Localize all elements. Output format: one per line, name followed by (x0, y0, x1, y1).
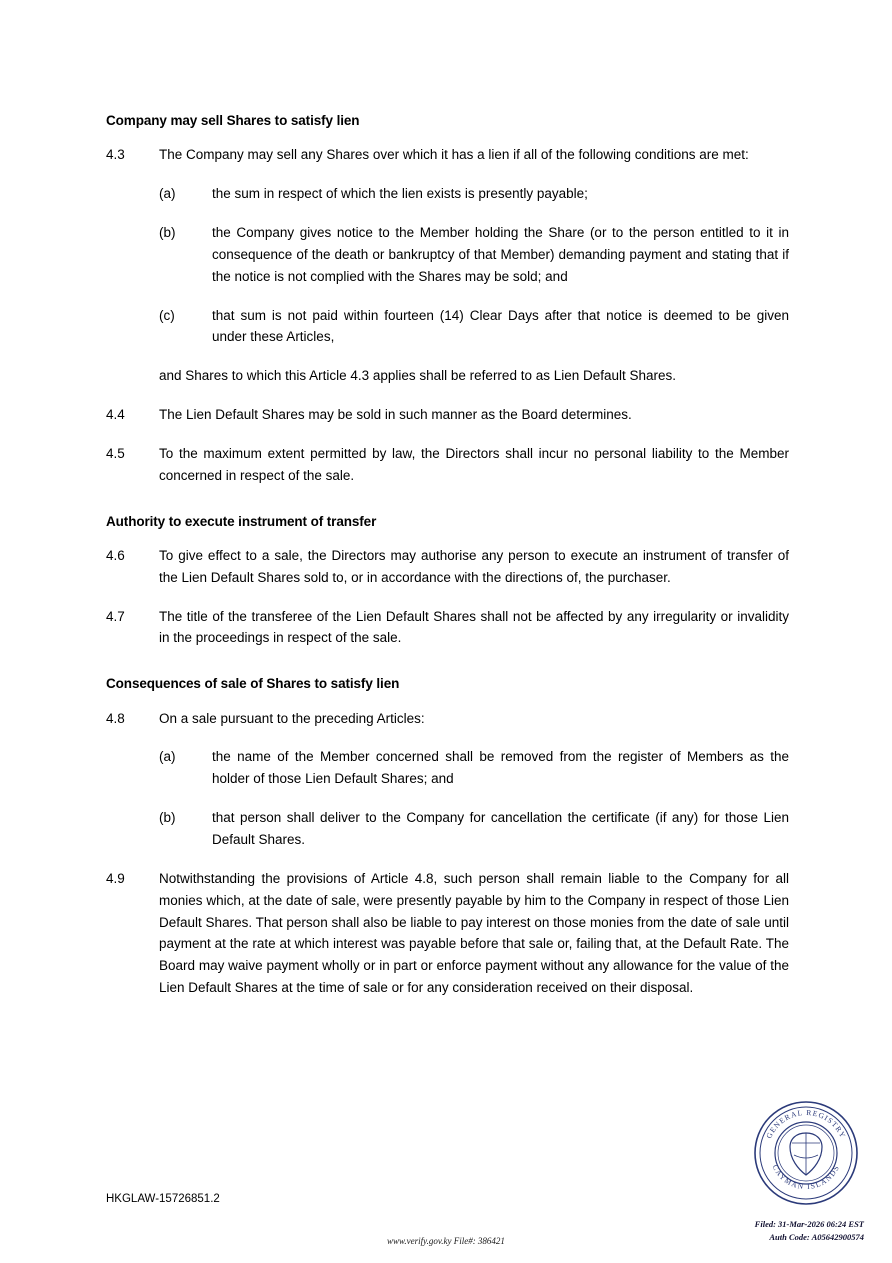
clause-text: The Company may sell any Shares over which it has a lien if all of the following conditions are met: (159, 147, 749, 163)
clause-number: 4.8 (106, 710, 125, 726)
clause-row (106, 404, 789, 426)
sub-clause-letter: (a) (159, 186, 176, 202)
clause-row (106, 443, 789, 487)
sub-clause-letter: (b) (159, 224, 176, 240)
svg-text:CAYMAN ISLANDS: CAYMAN ISLANDS (770, 1163, 842, 1192)
sub-clause-text: the name of the Member concerned shall be removed from the register of Members as the holder of those Lien Default Shares; and (212, 749, 789, 787)
sub-clause-text: the Company gives notice to the Member holding the Share (or to the person entitled to it in consequence of the death or bankruptcy of that Member) demanding payment and stating that if the notice is not complied with the Shares may be sold; and (212, 224, 789, 284)
clause-text: Notwithstanding the provisions of Article 4.8, such person shall remain liable to the Company for all monies which, at the date of sale, were presently payable by him to the Company in respect of those Lien Default Shares. That person shall also be liable to pay interest on those monies from the date of sale until payment at the rate at which interest was payable before that sale or, failing that, at the Default Rate. The Board may waive payment wholly or in part or enforce payment without any allowance for the value of the Lien Default Shares at the time of sale or for any consideration received on their disposal. (159, 870, 789, 996)
clause-number: 4.9 (106, 870, 125, 886)
clause-row (106, 868, 789, 999)
clause-text: On a sale pursuant to the preceding Articles: (159, 710, 425, 726)
clause-number: 4.6 (106, 547, 125, 563)
sub-clause-row (159, 807, 789, 851)
clause-text: To give effect to a sale, the Directors may authorise any person to execute an instrument of transfer of the Lien Default Shares sold to, or in accordance with the directions of, the purchaser. (159, 547, 789, 585)
clause-text: The Lien Default Shares may be sold in such manner as the Board determines. (159, 407, 632, 423)
section-heading: Consequences of sale of Shares to satisfy lien (106, 676, 400, 692)
sub-clause-row (159, 183, 789, 205)
clause-number: 4.7 (106, 608, 125, 624)
footer-document-reference: HKGLAW-15726851.2 (106, 1193, 220, 1205)
clause-row (106, 144, 789, 166)
clause-number: 4.3 (106, 147, 125, 163)
section-heading: Company may sell Shares to satisfy lien (106, 113, 360, 128)
svg-text:GENERAL REGISTRY: GENERAL REGISTRY (764, 1107, 848, 1140)
sub-clause-letter: (a) (159, 749, 176, 765)
sub-clause-row (159, 222, 789, 288)
stamp-filed-date: Filed: 31-Mar-2026 06:24 EST (754, 1219, 864, 1229)
sub-clause-text: the sum in respect of which the lien exists is presently payable; (212, 186, 588, 202)
document-body (106, 112, 789, 1016)
sub-clause-row (159, 746, 789, 790)
clause-text: The title of the transferee of the Lien Default Shares shall not be affected by any irregularity or invalidity in the proceedings in respect of the sale. (159, 608, 789, 646)
clause-text: To the maximum extent permitted by law, the Directors shall incur no personal liability to the Member concerned in respect of the sale. (159, 445, 789, 483)
filing-stamp-text (755, 1218, 864, 1244)
clause-row (106, 545, 789, 589)
sub-clause-row (159, 305, 789, 349)
sub-clause-letter: (b) (159, 810, 176, 826)
sub-clause-letter: (c) (159, 307, 175, 323)
clause-number: 4.5 (106, 445, 125, 461)
clause-row (106, 606, 789, 650)
section-heading: Authority to execute instrument of transfer (106, 513, 377, 529)
government-seal-stamp (752, 1099, 860, 1207)
clause-row (106, 708, 789, 730)
clause-number: 4.4 (106, 407, 125, 423)
footer-verification-text: www.verify.gov.ky File#: 386421 (387, 1236, 505, 1246)
sub-clause-text: that person shall deliver to the Company for cancellation the certificate (if any) for those Lien Default Shares. (212, 810, 789, 847)
stamp-auth-code: Auth Code: A05642900574 (769, 1231, 864, 1242)
sub-clause-text: that sum is not paid within fourteen (14) Clear Days after that notice is deemed to be given under these Articles, (212, 307, 789, 345)
clause-continuation-text: and Shares to which this Article 4.3 applies shall be referred to as Lien Default Shares. (159, 368, 677, 384)
